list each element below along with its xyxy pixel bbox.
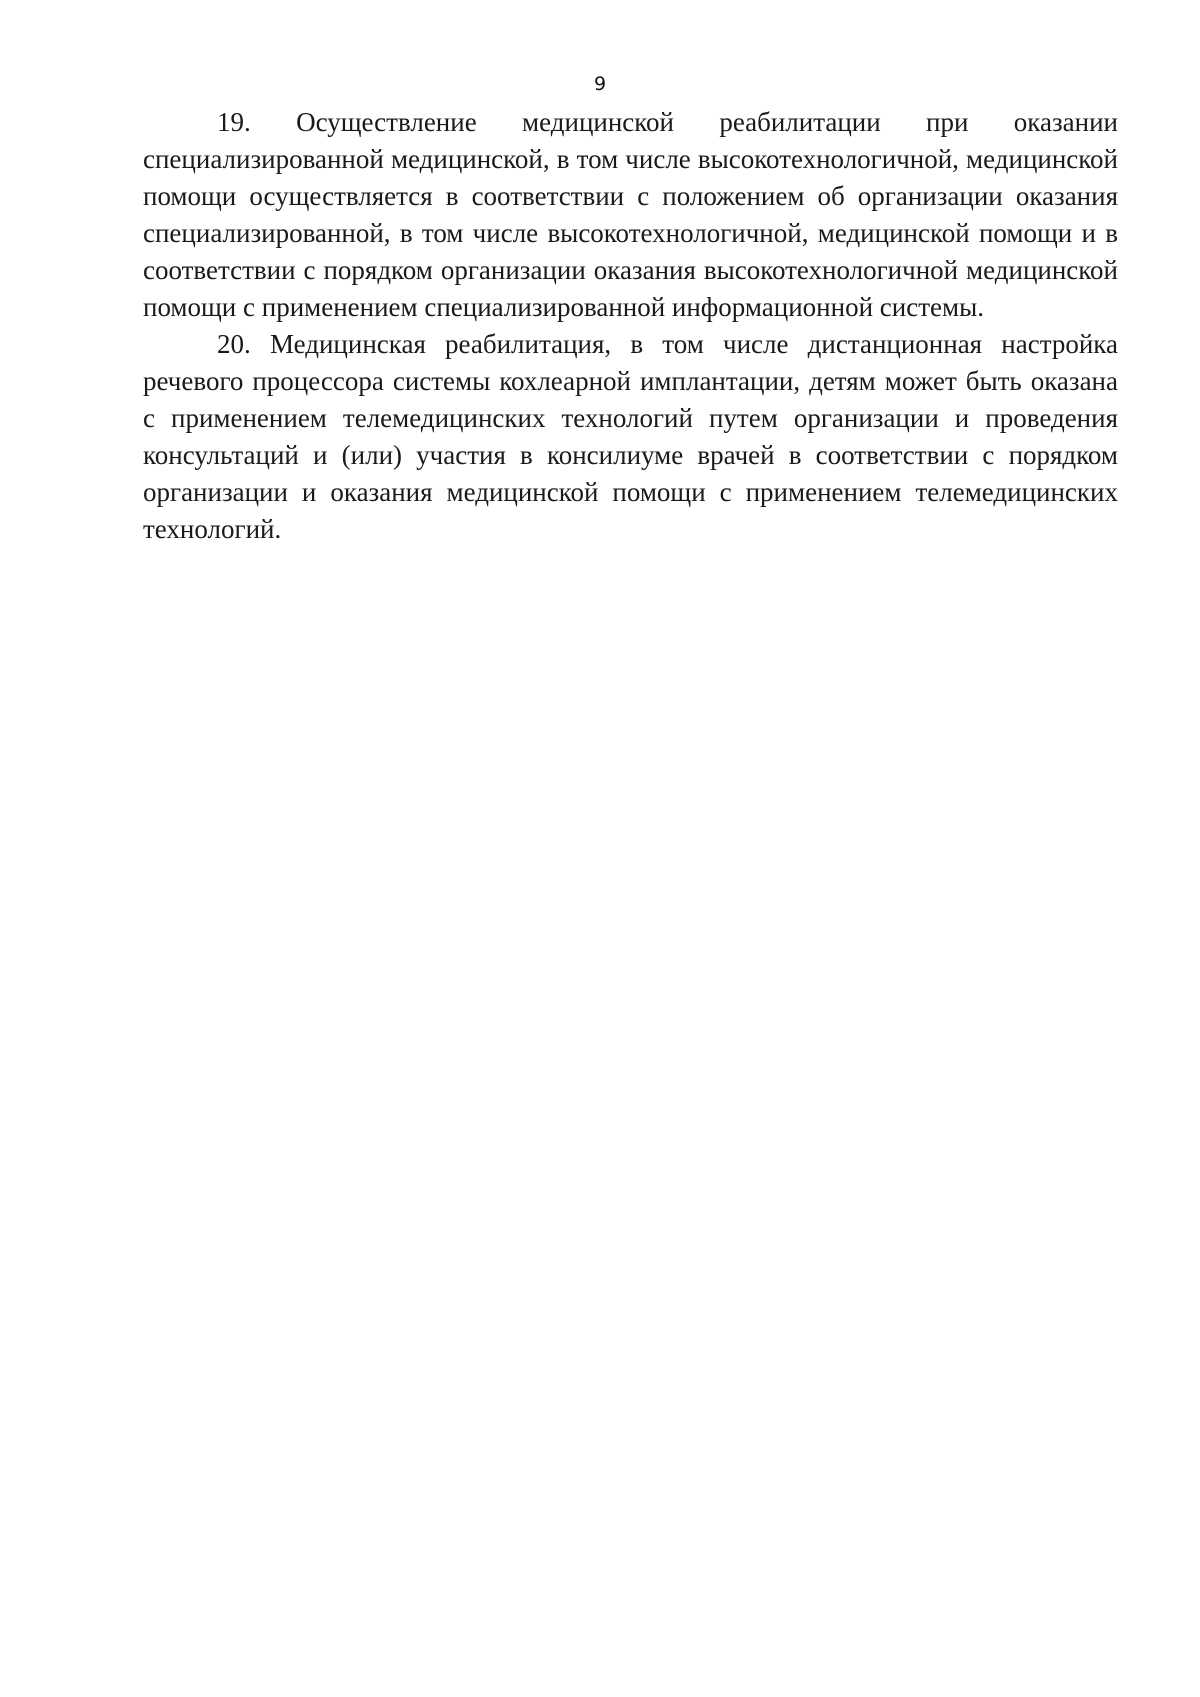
page-number: 9 — [593, 73, 607, 95]
document-body — [143, 104, 1118, 548]
paragraph-20: 20. Медицинская реабилитация, в том числе дистанционная настройка речевого процессора системы кохлеарной имплантации, детям может быть оказана с применением телемедицинских технологий путем организации и проведения консультаций и (или) участия в консилиуме врачей в соответствии с порядком организации и оказания медицинской помощи с применением телемедицинских технологий. — [143, 329, 1118, 544]
paragraph-19: 19. Осуществление медицинской реабилитации при оказании специализированной медицинской, в том числе высокотехнологичной, медицинской помощи осуществляется в соответствии с положением об организации оказания специализированной, в том числе высокотехнологичной, медицинской помощи и в соответствии с порядком организации оказания высокотехнологичной медицинской помощи с применением специализированной информационной системы. — [143, 107, 1118, 322]
